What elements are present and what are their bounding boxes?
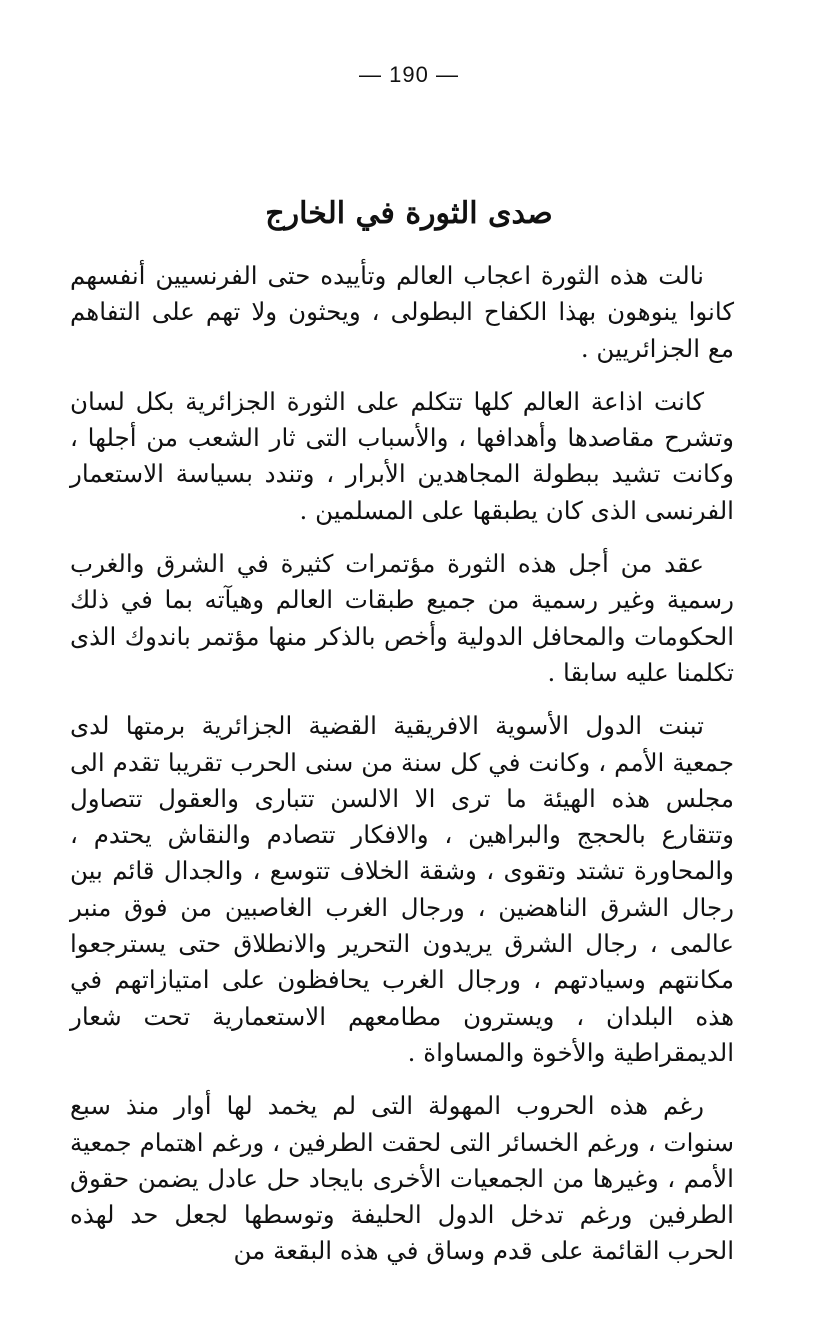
paragraph-2: كانت اذاعة العالم كلها تتكلم على الثورة الجزائرية بكل لسان وتشرح مقاصدها وأهدافها ، والأسباب التى ثار الشعب من أجلها ، وكانت تشيد ببطولة المجاهدين الأبرار ، وتندد بسياسة الاستعمار الفرنسى الذى كان يطبقها على المسلمين . <box>70 386 734 525</box>
paragraph-4: تبنت الدول الأسوية الافريقية القضية الجزائرية برمتها لدى جمعية الأمم ، وكانت في كل سنة من سنى الحرب تقريبا تقدم الى مجلس هذه الهيئة ما ترى الا الالسن تتبارى والعقول تتصاول وتتقارع بالحجج والبراهين ، والافكار تتصادم والنقاش يحتدم ، والمحاورة تشتد وتقوى ، وشقة الخلاف تتوسع ، والجدال قائم بين رجال الشرق الناهضين ، ورجال الغرب الغاصبين من فوق منبر عالمى ، رجال الشرق يريدون التحرير والانطلاق حتى يسترجعوا مكانتهم وسيادتهم ، ورجال الغرب يحافظون على امتيازاتهم في هذه البلدان ، ويسترون مطامعهم الاستعمارية تحت شعار الديمقراطية والأخوة والمساواة . <box>70 711 734 1067</box>
paragraph-5: رغم هذه الحروب المهولة التى لم يخمد لها أوار منذ سبع سنوات ، ورغم الخسائر التى لحقت الطرفين ، ورغم اهتمام جمعية الأمم ، وغيرها من الجمعيات الأخرى بايجاد حل عادل يضمن حقوق الطرفين ورغم تدخل الدول الحليفة وتوسطها لجعل حد لهذه الحرب القائمة على قدم وساق في هذه البقعة من <box>70 1091 734 1266</box>
body-text <box>70 258 734 1287</box>
chapter-title: صدى الثورة في الخارج <box>265 196 553 231</box>
paragraph-1: نالت هذه الثورة اعجاب العالم وتأييده حتى الفرنسيين أنفسهم كانوا ينوهون بهذا الكفاح البطولى ، ويحثون ولا تهم على التفاهم مع الجزائريين . <box>70 261 734 363</box>
paragraph-3: عقد من أجل هذه الثورة مؤتمرات كثيرة في الشرق والغرب رسمية وغير رسمية من جميع طبقات العالم وهيآته بما في ذلك الحكومات والمحافل الدولية وأخص بالذكر منها مؤتمر باندوك الذى تكلمنا عليه سابقا . <box>70 549 734 687</box>
page-number: — 190 — <box>359 62 459 87</box>
